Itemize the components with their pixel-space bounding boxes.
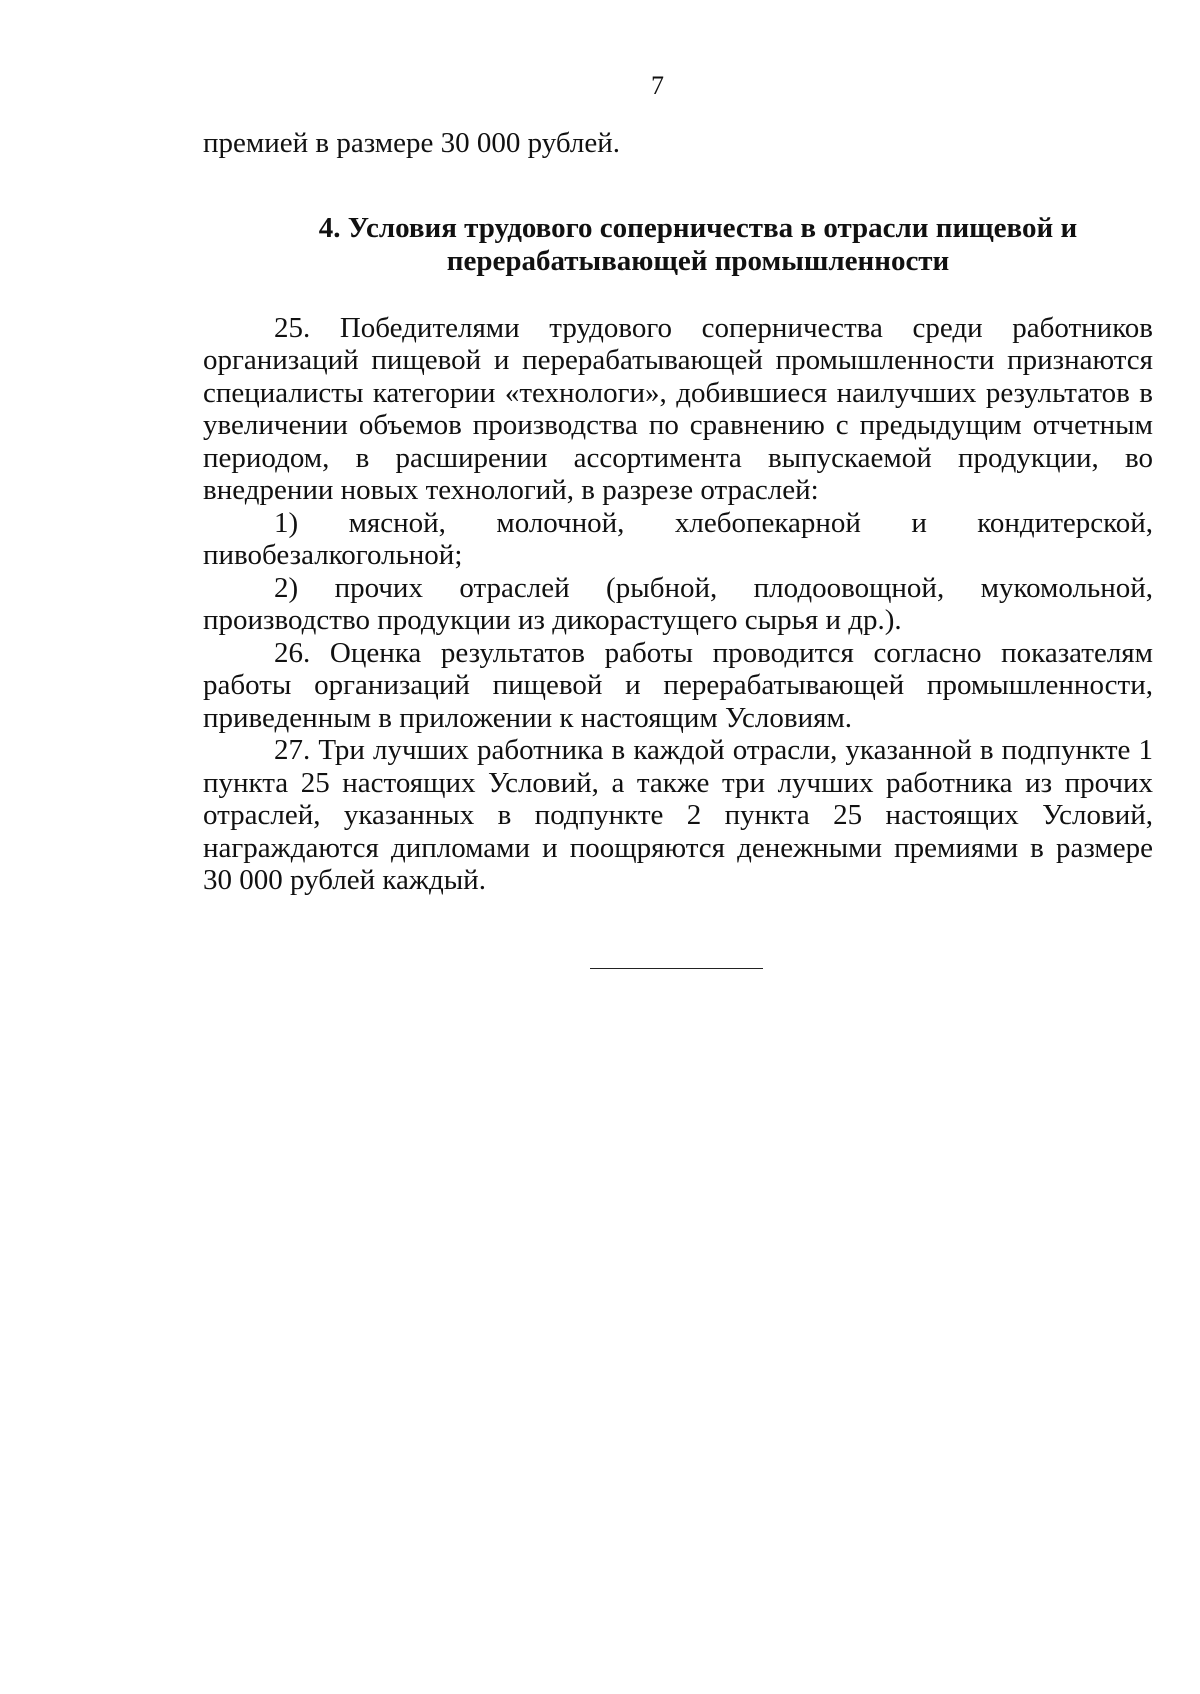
section-heading-line-2: перерабатывающей промышленности xyxy=(446,244,950,277)
paragraph-26: 26. Оценка результатов работы проводится согласно показателям работы организаций пищевой и перерабатывающей промышленности, приведенным в приложении к настоящим Условиям. xyxy=(203,636,1153,734)
page-number: 7 xyxy=(651,71,664,100)
subitem-2: 2) прочих отраслей (рыбной, плодоовощной, мукомольной, производство продукции из дикорастущего сырья и др.). xyxy=(203,571,1153,636)
section-heading-line-1: 4. Условия трудового соперничества в отрасли пищевой и xyxy=(318,211,1078,244)
end-separator-line xyxy=(590,968,763,969)
paragraph-27: 27. Три лучших работника в каждой отрасли, указанной в подпункте 1 пункта 25 настоящих Условий, а также три лучших работника из прочих отраслей, указанных в подпункте 2 пункта 25 настоящих Условий, награждаются дипломами и поощряются денежными премиями в размере 30 000 рублей каждый. xyxy=(203,734,1153,896)
section-heading xyxy=(203,212,1153,278)
document-body xyxy=(203,127,1153,897)
paragraph-25: 25. Победителями трудового соперничества среди работников организаций пищевой и перерабатывающей промышленности признаются специалисты категории «технологи», добившиеся наилучших результатов в увеличении объемов производства по сравнению с предыдущим отчетным периодом, в расширении ассортимента выпускаемой продукции, во внедрении новых технологий, в разрезе отраслей: xyxy=(203,311,1153,506)
carryover-paragraph: премией в размере 30 000 рублей. xyxy=(203,127,620,159)
subitem-1: 1) мясной, молочной, хлебопекарной и кондитерской, пивобезалкогольной; xyxy=(203,506,1153,571)
